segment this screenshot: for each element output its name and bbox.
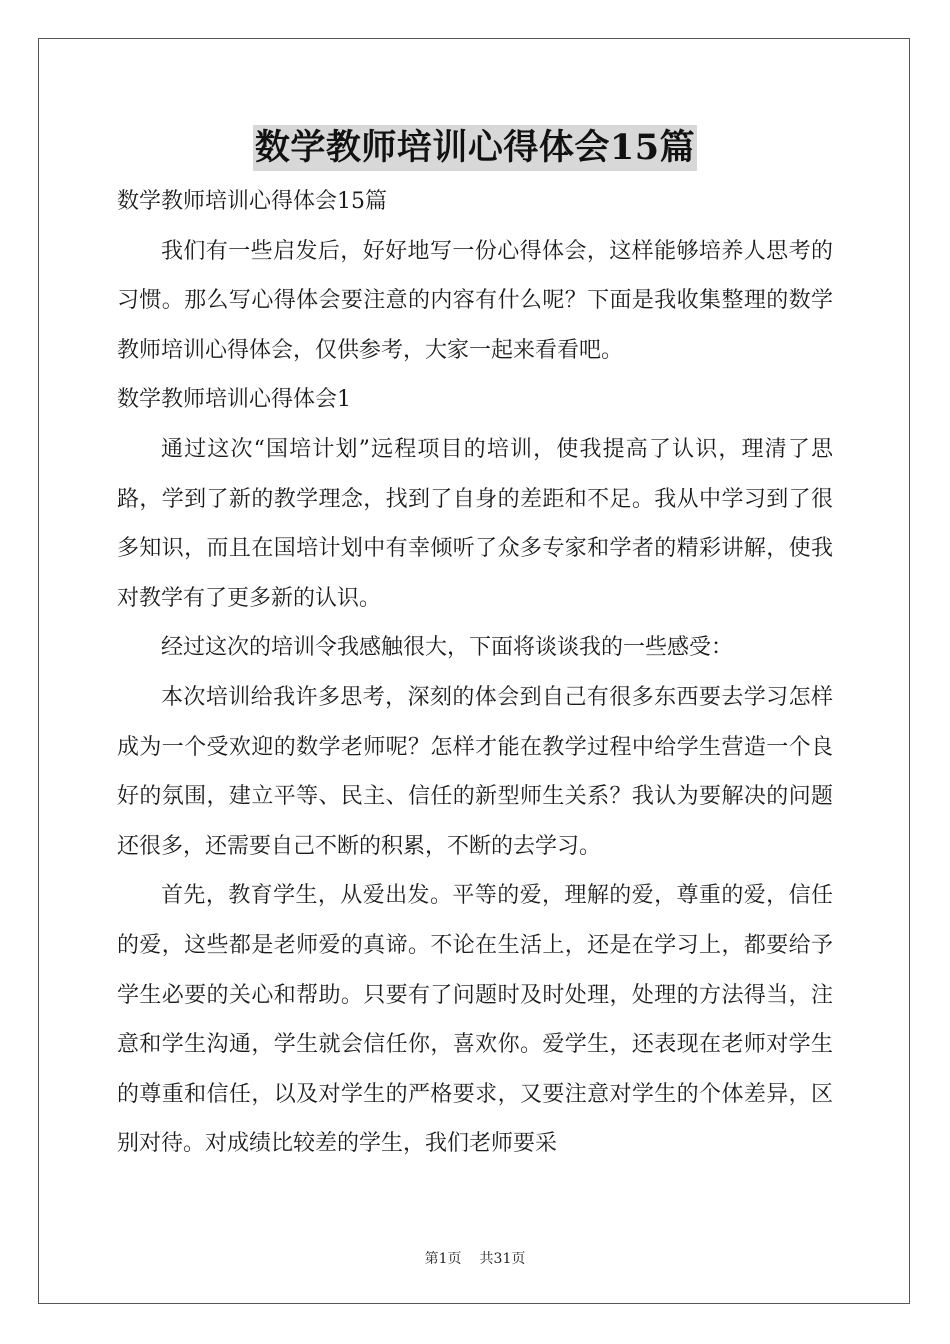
page-total: 共31页: [479, 1251, 526, 1267]
body-paragraph: 首先，教育学生，从爱出发。平等的爱，理解的爱，尊重的爱，信任的爱，这些都是老师爱的真谛。不论在生活上，还是在学习上，都要给予学生必要的关心和帮助。只要有了问题时及时处理，处理的方法得当，注意和学生沟通，学生就会信任你，喜欢你。爱学生，还表现在老师对学生的尊重和信任，以及对学生的严格要求，又要注意对学生的个体差异，区别对待。对成绩比较差的学生，我们老师要采: [117, 883, 833, 1157]
title-container: [0, 125, 950, 171]
body-paragraph: 本次培训给我许多思考，深刻的体会到自己有很多东西要去学习怎样成为一个受欢迎的数学老师呢？怎样才能在教学过程中给学生营造一个良好的氛围，建立平等、民主、信任的新型师生关系？我认为要解决的问题还很多，还需要自己不断的积累，不断的去学习。: [117, 684, 833, 859]
page-footer: [0, 1248, 950, 1268]
subtitle-heading: 数学教师培训心得体会15篇: [117, 189, 387, 214]
document-body: [117, 177, 833, 1169]
document-title: 数学教师培训心得体会15篇: [253, 125, 697, 171]
body-paragraph: 通过这次“国培计划”远程项目的培训，使我提高了认识，理清了思路，学到了新的教学理念，找到了自身的差距和不足。我从中学习到了很多知识，而且在国培计划中有幸倾听了众多专家和学者的精彩讲解，使我对教学有了更多新的认识。: [117, 436, 833, 611]
body-paragraph: 经过这次的培训令我感触很大，下面将谈谈我的一些感受：: [161, 635, 734, 661]
intro-paragraph: 我们有一些启发后，好好地写一份心得体会，这样能够培养人思考的习惯。那么写心得体会要注意的内容有什么呢？下面是我收集整理的数学教师培训心得体会，仅供参考，大家一起来看看吧。: [117, 238, 833, 363]
section-heading-1: 数学教师培训心得体会1: [117, 387, 351, 413]
page-number: 第1页: [424, 1251, 462, 1267]
